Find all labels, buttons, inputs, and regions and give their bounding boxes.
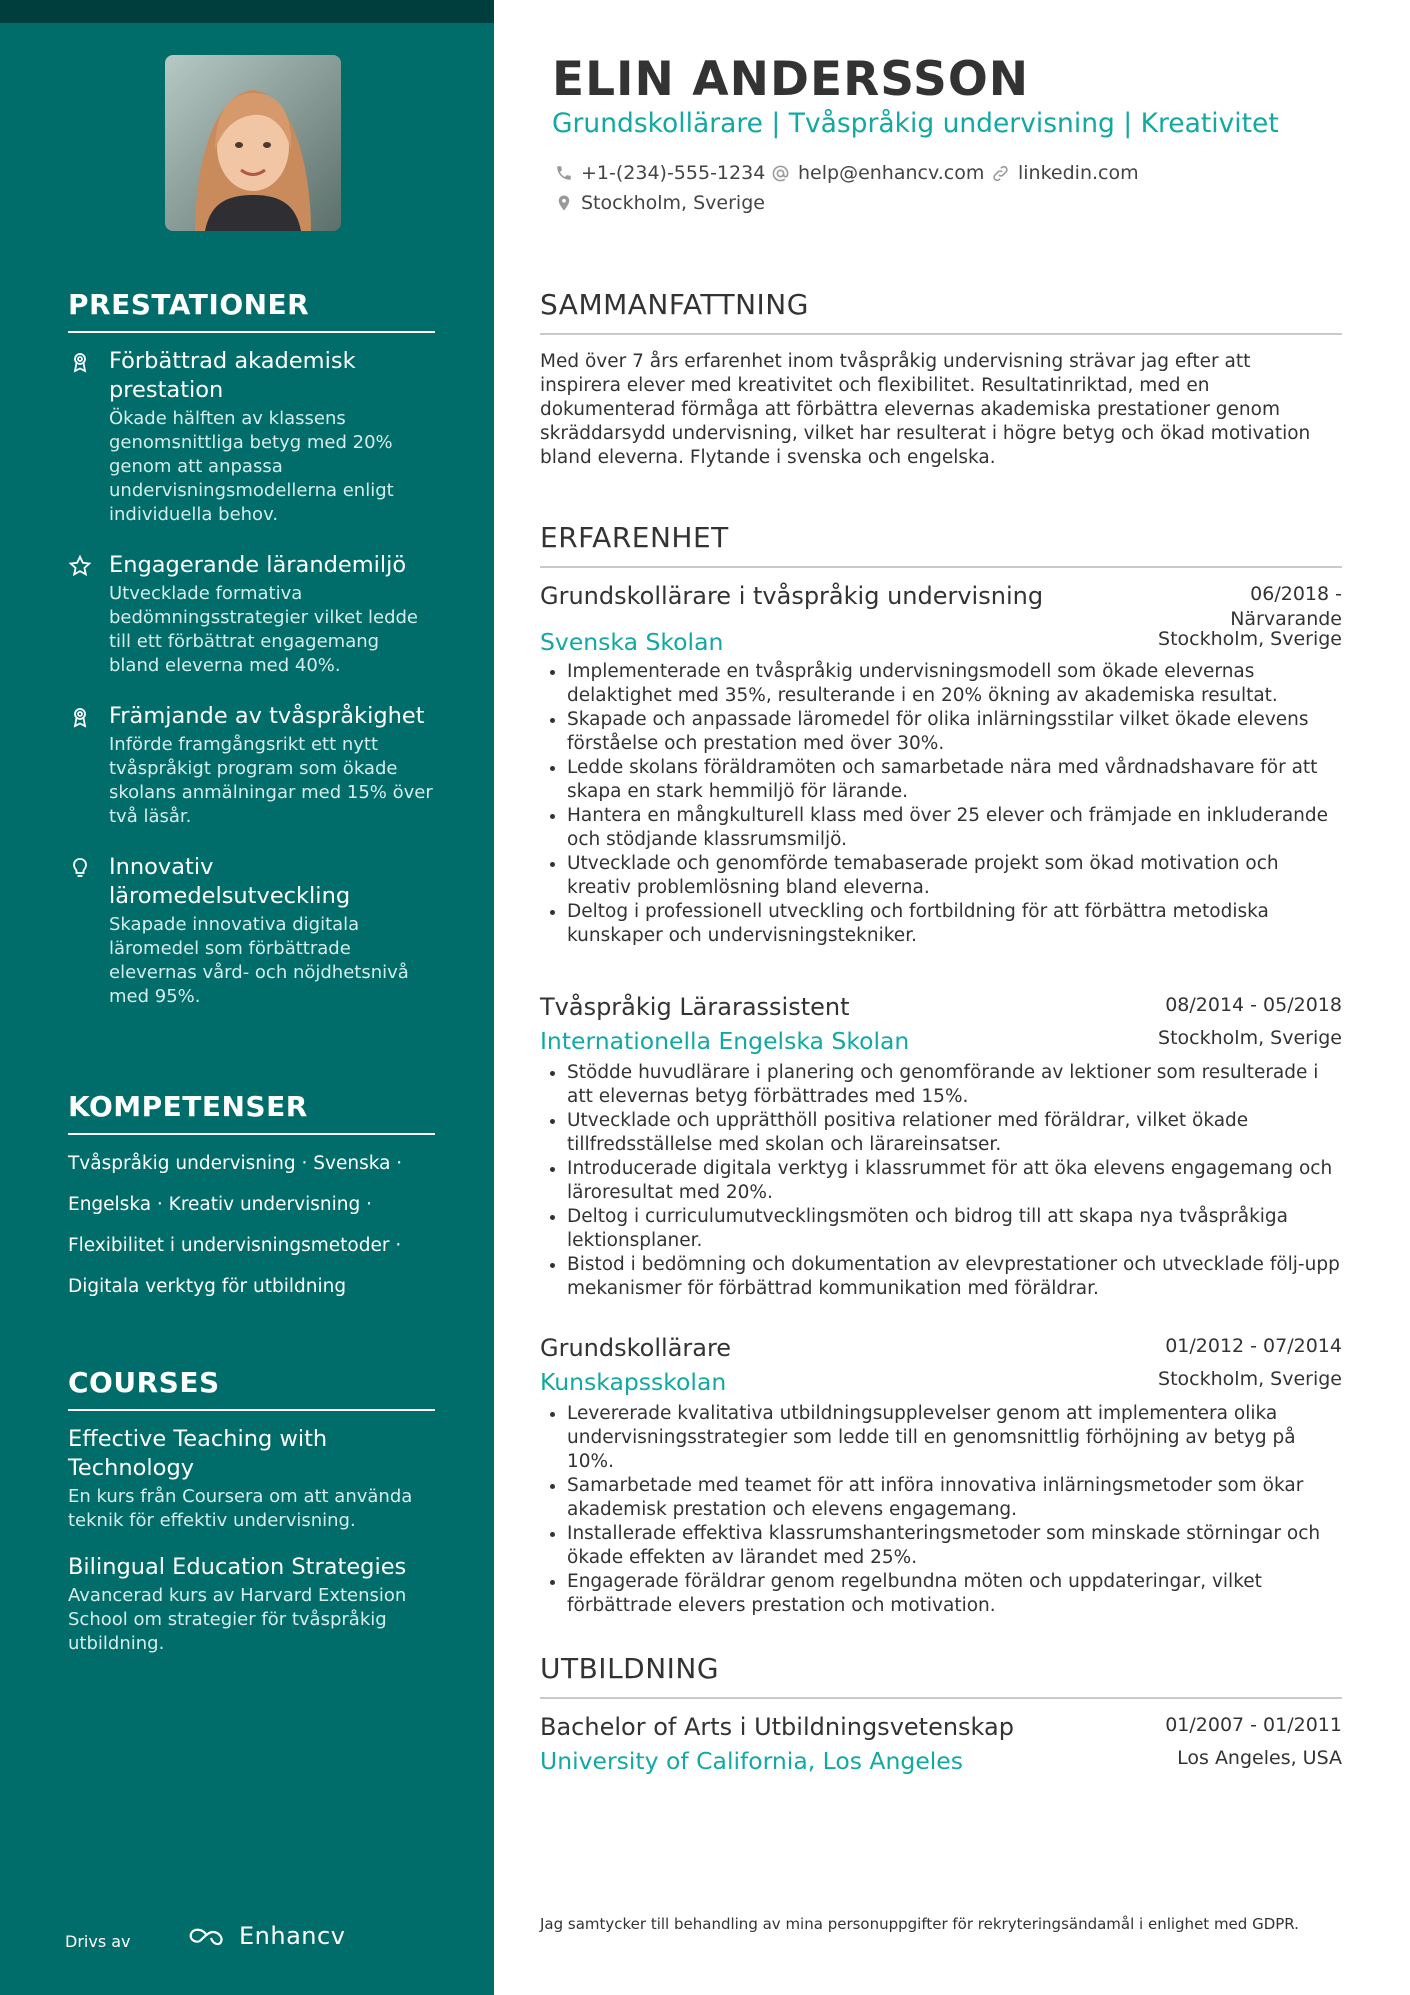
job-company: Svenska Skolan xyxy=(540,628,724,656)
job-title: Grundskollärare i tvåspråkig undervisning xyxy=(540,582,1044,610)
achievement-desc: Utvecklade formativa bedömningsstrategier vilket ledde till ett förbättrat engagemang bland eleverna med 40%. xyxy=(109,583,419,676)
linkedin-contact[interactable] xyxy=(991,162,1139,184)
achievement-desc: Ökade hälften av klassens genomsnittliga betyg med 20% genom att anpassa undervisningsmodellerna enligt individuella behov. xyxy=(109,408,394,525)
job-entry xyxy=(540,1334,1342,1618)
link-icon xyxy=(991,164,1010,183)
job-bullet: • Hantera en mångkulturell klass med över 25 elever och främjade en inkluderande och stödjande klassrumsmiljö. xyxy=(567,804,1342,852)
candidate-headline: Grundskollärare | Tvåspråkig undervisning | Kreativitet xyxy=(552,108,1279,139)
job-bullet: • Stödde huvudlärare i planering och genomförande av lektioner som resulterade i att elevernas betyg förbättrades med 15%. xyxy=(567,1061,1342,1109)
phone-text: +1-(234)-555-1234 xyxy=(581,162,766,184)
skills-line: Flexibilitet i undervisningsmetoder · xyxy=(68,1235,402,1256)
skills-section xyxy=(68,1090,435,1307)
achievement-title: Förbättrad akademisk prestation xyxy=(109,348,356,403)
job-bullet: • Deltog i professionell utveckling och fortbildning för att förbättra metodiska kunskaper och undervisningstekniker. xyxy=(567,900,1342,948)
courses-title: COURSES xyxy=(68,1366,435,1411)
job-date: 01/2012 - 07/2014 xyxy=(1165,1335,1342,1357)
skills-list xyxy=(68,1143,435,1307)
job-location: Stockholm, Sverige xyxy=(1158,1027,1342,1049)
course-desc: Avancerad kurs av Harvard Extension School om strategier för tvåspråkig utbildning. xyxy=(68,1585,407,1654)
course-item xyxy=(68,1425,435,1533)
sidebar-top-band xyxy=(0,0,494,23)
job-location: Stockholm, Sverige xyxy=(1158,628,1342,650)
phone-contact[interactable] xyxy=(555,162,765,184)
education-title: UTBILDNING xyxy=(540,1652,1342,1699)
profile-photo xyxy=(165,55,341,231)
job-bullets xyxy=(540,660,1342,948)
job-bullet: • Utvecklade och upprätthöll positiva relationer med föräldrar, vilket ökade tillfredsställelse med skolan och lärareinsatser. xyxy=(567,1109,1342,1157)
job-bullet: • Utvecklade och genomförde temabaserade projekt som ökad motivation och kreativ problemlösning bland eleverna. xyxy=(567,852,1342,900)
skills-line: Tvåspråkig undervisning · Svenska · xyxy=(68,1153,403,1174)
job-entry xyxy=(540,582,1342,948)
achievement-desc: Skapade innovativa digitala läromedel som förbättrade elevernas vård- och nöjdhetsnivå med 95%. xyxy=(109,914,409,1007)
gdpr-consent: Jag samtycker till behandling av mina personuppgifter för rekryteringsändamål i enlighet med GDPR. xyxy=(540,1915,1299,1933)
job-bullet: • Samarbetade med teamet för att införa innovativa inlärningsmetoder som ökar akademisk prestation och elevens engagemang. xyxy=(567,1474,1342,1522)
summary-title: SAMMANFATTNING xyxy=(540,288,1342,335)
achievement-title: Innovativ läromedelsutveckling xyxy=(109,854,351,909)
achievement-item xyxy=(68,702,435,829)
experience-title: ERFARENHET xyxy=(540,521,1342,568)
candidate-name: ELIN ANDERSSON xyxy=(552,52,1030,107)
job-bullet: • Bistod i bedömning och dokumentation av elevprestationer och utvecklade följ-upp mekanismer för förbättrad kommunikation med föräldrar. xyxy=(567,1253,1342,1301)
award-icon xyxy=(68,350,92,374)
achievements-title: PRESTATIONER xyxy=(68,288,435,333)
job-date: 06/2018 - Närvarande xyxy=(1230,583,1342,630)
job-date: 08/2014 - 05/2018 xyxy=(1165,994,1342,1016)
location-contact xyxy=(555,192,765,214)
school-name: University of California, Los Angeles xyxy=(540,1747,964,1775)
job-company: Internationella Engelska Skolan xyxy=(540,1027,910,1055)
course-title: Effective Teaching with Technology xyxy=(68,1426,328,1481)
achievement-item xyxy=(68,853,435,1009)
achievement-item xyxy=(68,347,435,527)
job-location: Stockholm, Sverige xyxy=(1158,1368,1342,1390)
job-bullet: • Introducerade digitala verktyg i klassrummet för att öka elevens engagemang och läroresultat med 20%. xyxy=(567,1157,1342,1205)
summary-text: Med över 7 års erfarenhet inom tvåspråkig undervisning strävar jag efter att inspirera elever med kreativitet och flexibilitet. Resultatinriktad, med en dokumenterad förmåga att förbättra elevernas akademiska prestationer genom skräddarsydd undervisning, vilket har resulterat i högre betyg och ökad motivation bland eleverna. Flytande i svenska och engelska. xyxy=(540,351,1311,468)
skills-line: Digitala verktyg för utbildning xyxy=(68,1276,347,1297)
enhancv-logo-text: Enhancv xyxy=(239,1922,346,1950)
phone-icon xyxy=(555,164,573,182)
job-bullet: • Skapade och anpassade läromedel för olika inlärningsstilar vilket ökade elevens förståelse och prestation med över 30%. xyxy=(567,708,1342,756)
education-location: Los Angeles, USA xyxy=(1177,1747,1342,1769)
linkedin-text: linkedin.com xyxy=(1018,162,1139,184)
powered-by-label: Drivs av xyxy=(65,1932,131,1951)
skills-line: Engelska · Kreativ undervisning · xyxy=(68,1194,372,1215)
courses-section xyxy=(68,1366,435,1656)
course-desc: En kurs från Coursera om att använda teknik för effektiv undervisning. xyxy=(68,1486,413,1531)
degree-title: Bachelor of Arts i Utbildningsvetenskap xyxy=(540,1713,1014,1741)
job-entry xyxy=(540,993,1342,1301)
achievements-section xyxy=(68,288,435,1009)
email-contact[interactable] xyxy=(771,162,984,184)
email-text: help@enhancv.com xyxy=(798,162,985,184)
job-title: Tvåspråkig Lärarassistent xyxy=(540,993,850,1021)
sidebar xyxy=(0,0,494,1995)
education-entry xyxy=(540,1713,1342,1775)
achievement-title: Främjande av tvåspråkighet xyxy=(109,703,425,729)
location-pin-icon xyxy=(555,194,573,212)
job-bullet: • Deltog i curriculumutvecklingsmöten och bidrog till att skapa nya tvåspråkiga lektionsplaner. xyxy=(567,1205,1342,1253)
lightbulb-icon xyxy=(68,856,92,880)
skills-title: KOMPETENSER xyxy=(68,1090,435,1135)
job-title: Grundskollärare xyxy=(540,1334,732,1362)
enhancv-logo-icon xyxy=(185,1924,229,1948)
achievement-desc: Införde framgångsrikt ett nytt tvåspråkigt program som ökade skolans anmälningar med 15% över två läsår. xyxy=(109,734,433,827)
location-text: Stockholm, Sverige xyxy=(581,192,765,214)
job-bullet: • Ledde skolans föräldramöten och samarbetade nära med vårdnadshavare för att skapa en stark hemmiljö för lärande. xyxy=(567,756,1342,804)
job-company: Kunskapsskolan xyxy=(540,1368,727,1396)
job-bullet: • Levererade kvalitativa utbildningsupplevelser genom att implementera olika undervisningsstrategier som ledde till en genomsnittlig förhöjning av betyg på 10%. xyxy=(567,1402,1342,1474)
job-bullet: • Installerade effektiva klassrumshanteringsmetoder som minskade störningar och ökade effekten av lärandet med 25%. xyxy=(567,1522,1342,1570)
job-bullets xyxy=(540,1061,1342,1301)
award-icon xyxy=(68,705,92,729)
star-icon xyxy=(68,554,92,578)
education-date: 01/2007 - 01/2011 xyxy=(1165,1714,1342,1736)
course-item xyxy=(68,1553,435,1656)
job-bullet: • Implementerade en tvåspråkig undervisningsmodell som ökade elevernas delaktighet med 35%, resulterande i en 20% ökning av akademiska resultat. xyxy=(567,660,1342,708)
enhancv-logo[interactable] xyxy=(185,1922,345,1950)
course-title: Bilingual Education Strategies xyxy=(68,1554,407,1580)
at-icon xyxy=(771,164,790,183)
achievement-title: Engagerande lärandemiljö xyxy=(109,552,407,578)
achievement-item xyxy=(68,551,435,678)
job-bullet: • Engagerade föräldrar genom regelbundna möten och uppdateringar, vilket förbättrade elevers prestation och motivation. xyxy=(567,1570,1342,1618)
job-bullets xyxy=(540,1402,1342,1618)
